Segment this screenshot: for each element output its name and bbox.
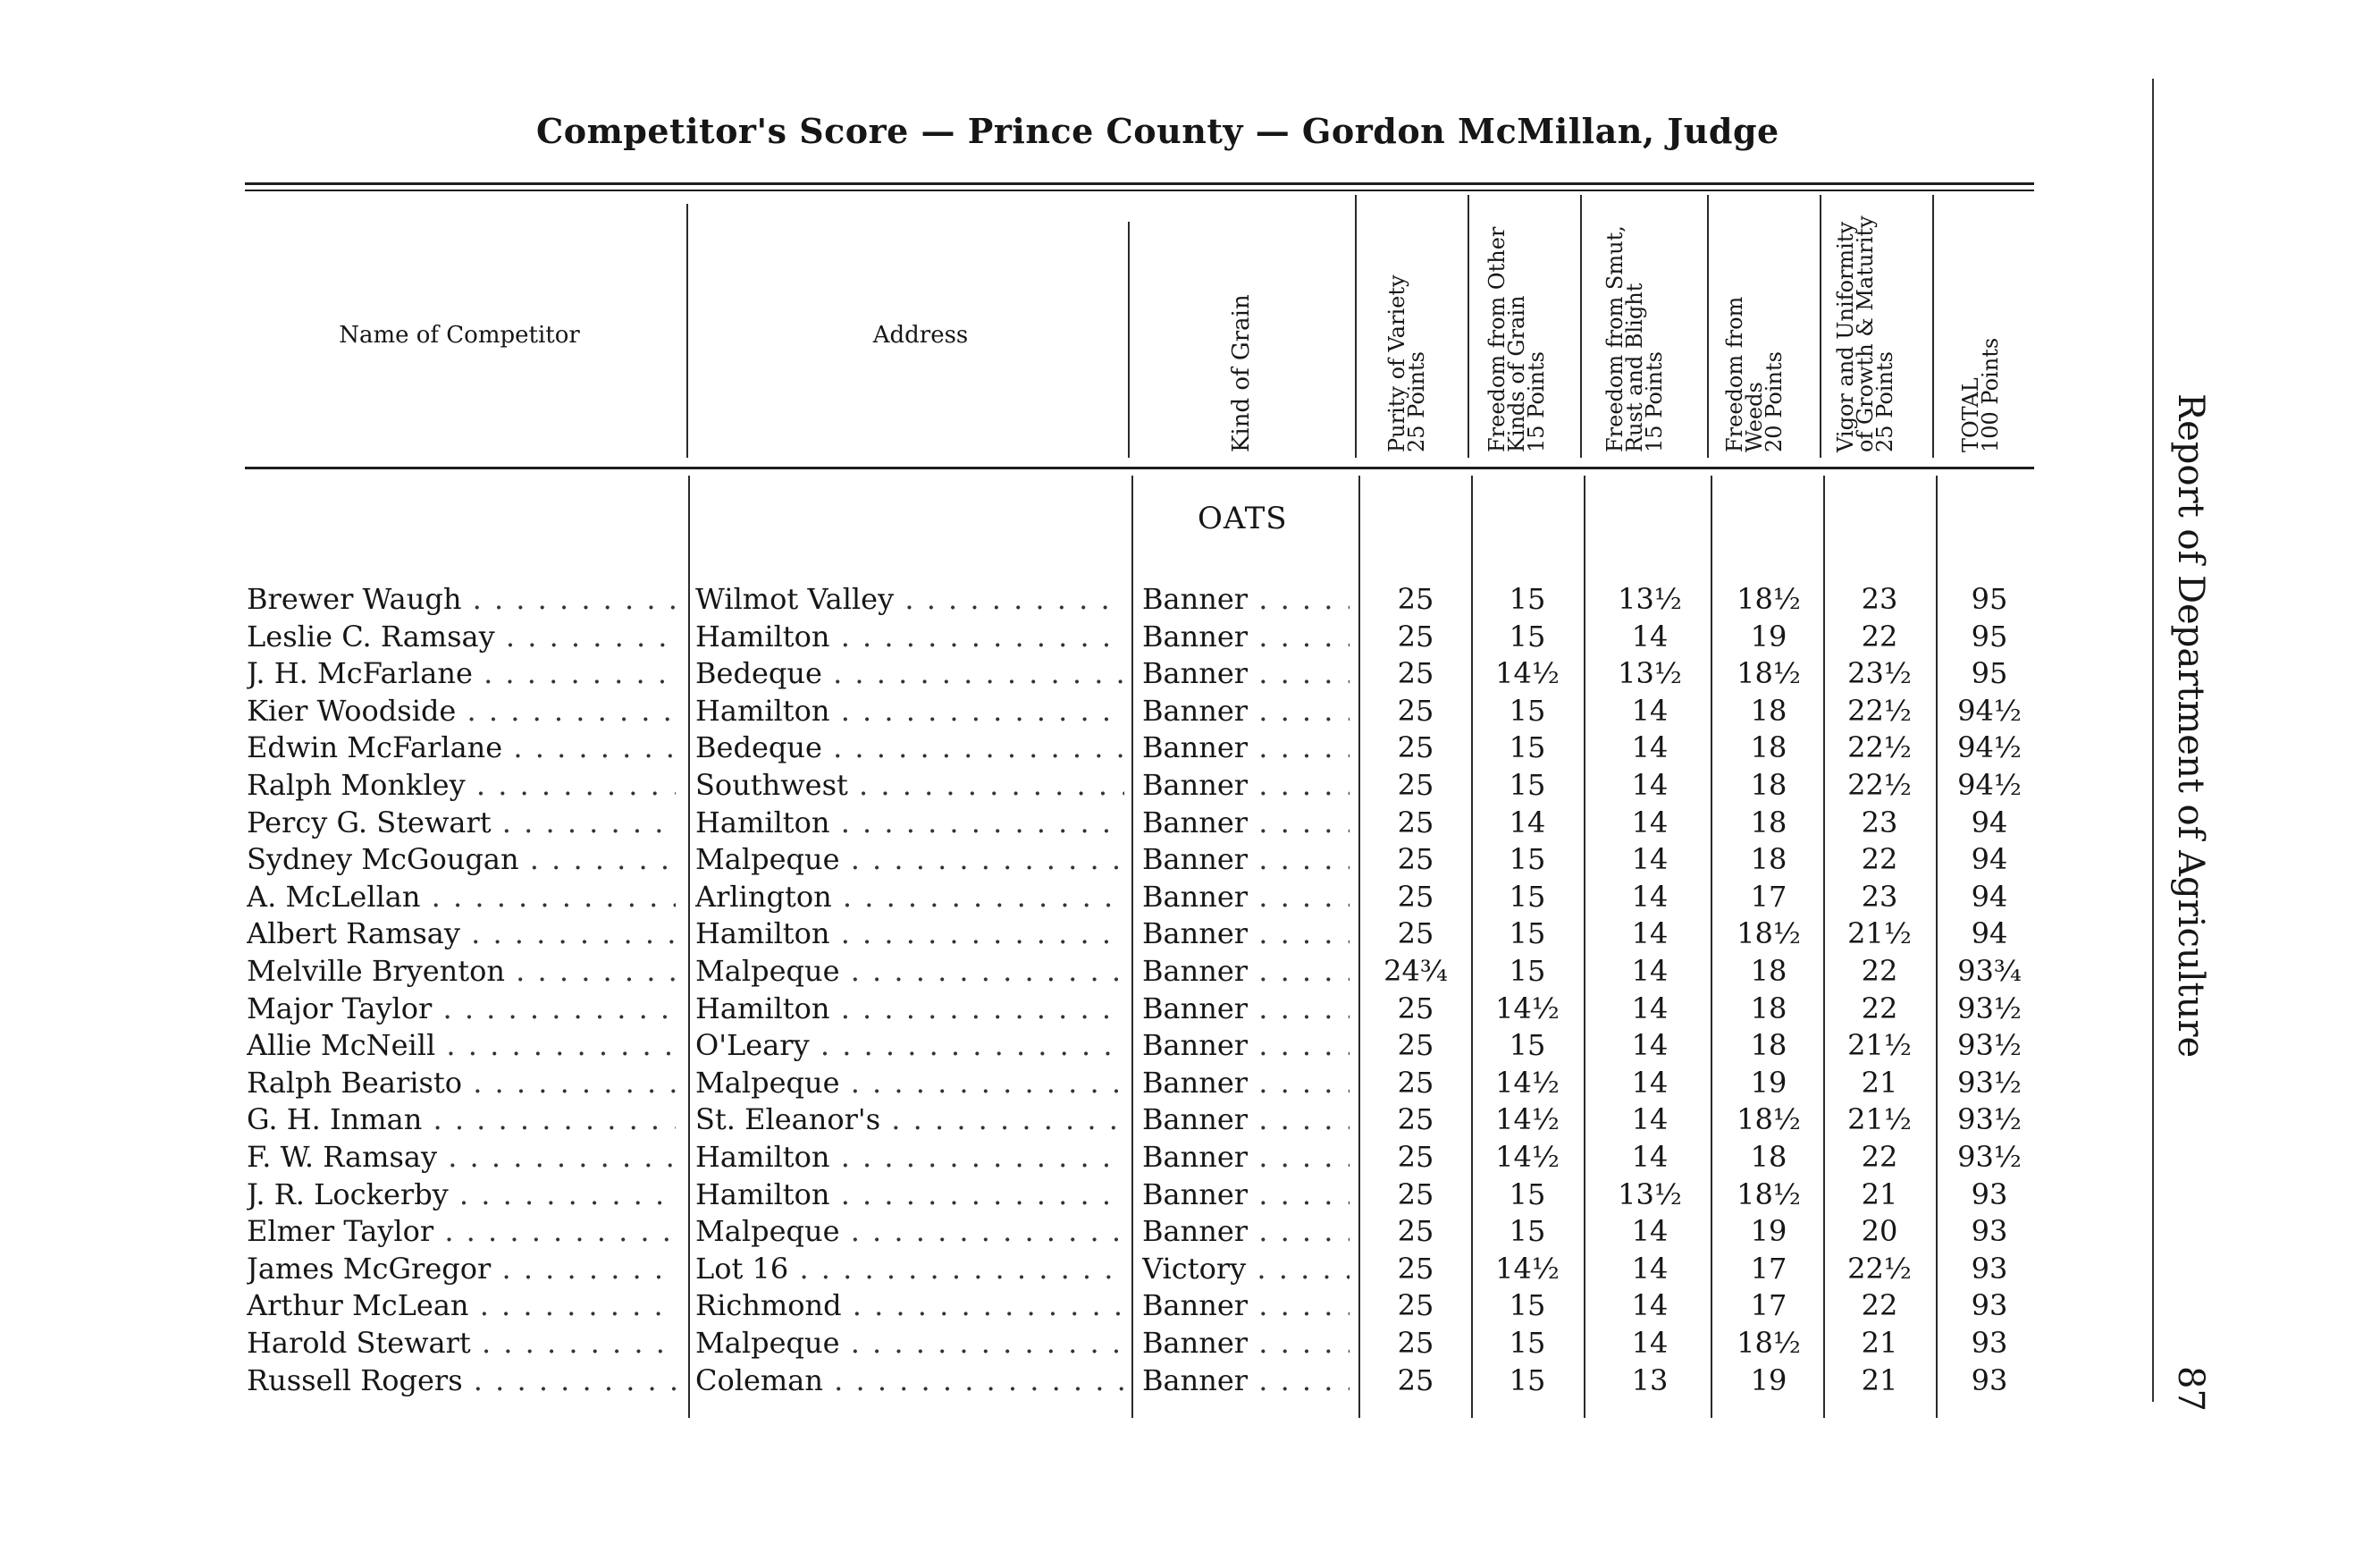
grain-kind: Banner . . .	[1142, 878, 1350, 915]
header-vigor: Vigor and Uniformity of Growth & Maturity 25 Points	[1833, 215, 1897, 452]
competitor-address: Hamilton . . .	[695, 692, 1124, 730]
competitor-address: Malpeque . . .	[695, 952, 1124, 990]
table-row	[0, 1362, 2380, 1399]
table-row	[0, 1250, 2380, 1287]
competitor-name: Russell Rogers . . .	[247, 1362, 676, 1399]
smut-score: 14	[1631, 1028, 1669, 1062]
total-score: 93	[1971, 1326, 2008, 1360]
total-score: 93½	[1957, 1066, 2022, 1100]
smut-score: 14	[1631, 916, 1669, 950]
header-divider	[1707, 195, 1709, 458]
grain-kind: Banner . . .	[1142, 915, 1350, 952]
grain-kind: Banner . . .	[1142, 1101, 1350, 1138]
purity-score: 25	[1397, 656, 1434, 690]
vigor-score: 22½	[1847, 768, 1912, 802]
competitor-address: Wilmot Valley . . .	[695, 580, 1124, 618]
total-score: 93½	[1957, 1102, 2022, 1136]
grain-kind: Banner . . .	[1142, 766, 1350, 804]
smut-score: 13½	[1618, 656, 1682, 690]
table-row	[0, 1324, 2380, 1362]
competitor-address: Bedeque . . .	[695, 729, 1124, 766]
smut-score: 14	[1631, 768, 1669, 802]
header-smut: Freedom from Smut, Rust and Blight 15 Points	[1602, 225, 1667, 452]
competitor-address: Hamilton . . .	[695, 804, 1124, 841]
purity-score: 25	[1397, 842, 1434, 876]
vigor-score: 21½	[1847, 1102, 1912, 1136]
other-grain-score: 15	[1509, 1288, 1546, 1322]
weeds-score: 17	[1750, 1252, 1787, 1286]
weeds-score: 18½	[1737, 916, 1801, 950]
weeds-score: 18	[1750, 1028, 1787, 1062]
purity-score: 25	[1397, 694, 1434, 728]
weeds-score: 18	[1750, 842, 1787, 876]
competitor-name: Sydney McGougan . . .	[247, 840, 676, 878]
competitor-name: Arthur McLean . . .	[247, 1286, 676, 1324]
total-score: 93	[1971, 1177, 2008, 1211]
purity-score: 25	[1397, 1066, 1434, 1100]
header-divider	[1355, 195, 1357, 458]
other-grain-score: 15	[1509, 1177, 1546, 1211]
weeds-score: 19	[1750, 1066, 1787, 1100]
competitor-address: O'Leary . . .	[695, 1026, 1124, 1064]
smut-score: 14	[1631, 1140, 1669, 1174]
smut-score: 14	[1631, 1214, 1669, 1248]
competitor-address: Arlington . . .	[695, 878, 1124, 915]
weeds-score: 18	[1750, 730, 1787, 764]
table-row	[0, 1026, 2380, 1064]
weeds-score: 17	[1750, 880, 1787, 914]
grain-kind: Banner . . .	[1142, 952, 1350, 990]
competitor-name: Elmer Taylor . . .	[247, 1212, 676, 1250]
header-weeds: Freedom from Weeds 20 Points	[1722, 296, 1787, 452]
purity-score: 25	[1397, 991, 1434, 1025]
purity-score: 25	[1397, 1252, 1434, 1286]
vigor-score: 21	[1861, 1363, 1898, 1397]
smut-score: 13½	[1618, 582, 1682, 616]
vigor-score: 23½	[1847, 656, 1912, 690]
weeds-score: 18½	[1737, 1102, 1801, 1136]
vigor-score: 23	[1861, 806, 1898, 839]
vigor-score: 21	[1861, 1326, 1898, 1360]
vigor-score: 22	[1861, 1288, 1898, 1322]
grain-kind: Banner . . .	[1142, 618, 1350, 655]
vigor-score: 22	[1861, 620, 1898, 654]
grain-kind: Banner . . .	[1142, 692, 1350, 730]
competitor-address: Southwest . . .	[695, 766, 1124, 804]
header-divider	[1468, 195, 1469, 458]
vigor-score: 21½	[1847, 916, 1912, 950]
total-score: 93½	[1957, 1028, 2022, 1062]
competitor-address: St. Eleanor's . . .	[695, 1101, 1124, 1138]
vigor-score: 22½	[1847, 694, 1912, 728]
weeds-score: 18	[1750, 954, 1787, 988]
table-row	[0, 1064, 2380, 1101]
competitor-name: Ralph Monkley . . .	[247, 766, 676, 804]
table-row	[0, 840, 2380, 878]
vigor-score: 21	[1861, 1066, 1898, 1100]
competitor-address: Hamilton . . .	[695, 1176, 1124, 1213]
running-head: Report of Department of Agriculture	[2170, 393, 2211, 1059]
grain-kind: Banner . . .	[1142, 1212, 1350, 1250]
total-score: 95	[1971, 620, 2008, 654]
other-grain-score: 14	[1509, 806, 1546, 839]
total-score: 94½	[1957, 694, 2022, 728]
competitor-name: Ralph Bearisto . . .	[247, 1064, 676, 1101]
header-kind: Kind of Grain	[1228, 294, 1255, 452]
table-row	[0, 1286, 2380, 1324]
header-address: Address	[872, 322, 969, 349]
competitor-address: Hamilton . . .	[695, 618, 1124, 655]
smut-score: 13½	[1618, 1177, 1682, 1211]
other-grain-score: 14½	[1495, 1252, 1560, 1286]
other-grain-score: 15	[1509, 1214, 1546, 1248]
weeds-score: 18½	[1737, 1177, 1801, 1211]
grain-kind: Banner . . .	[1142, 804, 1350, 841]
total-score: 93½	[1957, 1140, 2022, 1174]
other-grain-score: 15	[1509, 1326, 1546, 1360]
competitor-name: Percy G. Stewart . . .	[247, 804, 676, 841]
header-divider	[1128, 222, 1130, 458]
total-score: 94½	[1957, 768, 2022, 802]
total-score: 95	[1971, 582, 2008, 616]
other-grain-score: 15	[1509, 620, 1546, 654]
other-grain-score: 15	[1509, 768, 1546, 802]
smut-score: 14	[1631, 1326, 1669, 1360]
other-grain-score: 15	[1509, 954, 1546, 988]
competitor-name: Brewer Waugh . . .	[247, 580, 676, 618]
weeds-score: 18	[1750, 1140, 1787, 1174]
smut-score: 14	[1631, 1252, 1669, 1286]
page-title: Competitor's Score — Prince County — Gordon McMillan, Judge	[536, 111, 1779, 151]
table-row	[0, 654, 2380, 692]
table-row	[0, 952, 2380, 990]
purity-score: 25	[1397, 620, 1434, 654]
weeds-score: 18½	[1737, 582, 1801, 616]
section-label: OATS	[1198, 501, 1288, 536]
total-score: 94	[1971, 842, 2008, 876]
purity-score: 25	[1397, 1102, 1434, 1136]
total-score: 93	[1971, 1363, 2008, 1397]
header-total: TOTAL 100 Points	[1958, 337, 2003, 452]
vigor-score: 22½	[1847, 730, 1912, 764]
other-grain-score: 15	[1509, 730, 1546, 764]
competitor-name: Leslie C. Ramsay . . .	[247, 618, 676, 655]
grain-kind: Banner . . .	[1142, 1286, 1350, 1324]
purity-score: 25	[1397, 880, 1434, 914]
competitor-name: A. McLellan . . .	[247, 878, 676, 915]
grain-kind: Banner . . .	[1142, 654, 1350, 692]
weeds-score: 18	[1750, 991, 1787, 1025]
vigor-score: 22	[1861, 991, 1898, 1025]
vigor-score: 23	[1861, 880, 1898, 914]
grain-kind: Banner . . .	[1142, 1324, 1350, 1362]
grain-kind: Banner . . .	[1142, 729, 1350, 766]
table-row	[0, 729, 2380, 766]
grain-kind: Banner . . .	[1142, 580, 1350, 618]
total-score: 94	[1971, 806, 2008, 839]
purity-score: 25	[1397, 1363, 1434, 1397]
grain-kind: Banner . . .	[1142, 1026, 1350, 1064]
weeds-score: 18	[1750, 768, 1787, 802]
other-grain-score: 15	[1509, 694, 1546, 728]
weeds-score: 18	[1750, 806, 1787, 839]
smut-score: 14	[1631, 620, 1669, 654]
competitor-name: Harold Stewart . . .	[247, 1324, 676, 1362]
competitor-name: Major Taylor . . .	[247, 990, 676, 1027]
total-score: 93	[1971, 1288, 2008, 1322]
header-purity: Purity of Variety 25 Points	[1384, 274, 1429, 452]
vigor-score: 21½	[1847, 1028, 1912, 1062]
competitor-address: Lot 16 . . .	[695, 1250, 1124, 1287]
competitor-address: Hamilton . . .	[695, 990, 1124, 1027]
page-number: 87	[2170, 1366, 2211, 1412]
weeds-score: 18½	[1737, 1326, 1801, 1360]
table-row	[0, 878, 2380, 915]
weeds-score: 19	[1750, 620, 1787, 654]
total-score: 95	[1971, 656, 2008, 690]
smut-score: 14	[1631, 1102, 1669, 1136]
vigor-score: 23	[1861, 582, 1898, 616]
smut-score: 14	[1631, 1288, 1669, 1322]
purity-score: 25	[1397, 582, 1434, 616]
other-grain-score: 15	[1509, 916, 1546, 950]
purity-score: 25	[1397, 730, 1434, 764]
total-score: 94½	[1957, 730, 2022, 764]
competitor-address: Malpeque . . .	[695, 1212, 1124, 1250]
other-grain-score: 14½	[1495, 1066, 1560, 1100]
header-divider	[686, 204, 688, 458]
table-row	[0, 804, 2380, 841]
header-divider	[1580, 195, 1582, 458]
purity-score: 25	[1397, 916, 1434, 950]
total-score: 94	[1971, 880, 2008, 914]
vigor-score: 22	[1861, 954, 1898, 988]
competitor-name: J. R. Lockerby . . .	[247, 1176, 676, 1213]
competitor-name: Albert Ramsay . . .	[247, 915, 676, 952]
table-row	[0, 1212, 2380, 1250]
smut-score: 14	[1631, 991, 1669, 1025]
purity-score: 25	[1397, 1288, 1434, 1322]
smut-score: 13	[1631, 1363, 1669, 1397]
purity-score: 25	[1397, 1326, 1434, 1360]
purity-score: 25	[1397, 806, 1434, 839]
header-divider	[1820, 195, 1821, 458]
weeds-score: 19	[1750, 1214, 1787, 1248]
header-name: Name of Competitor	[339, 322, 580, 349]
smut-score: 14	[1631, 806, 1669, 839]
smut-score: 14	[1631, 730, 1669, 764]
table-row	[0, 580, 2380, 618]
grain-kind: Banner . . .	[1142, 1138, 1350, 1176]
grain-kind: Banner . . .	[1142, 1064, 1350, 1101]
competitor-name: Allie McNeill . . .	[247, 1026, 676, 1064]
header-divider	[1932, 195, 1934, 458]
header-other: Freedom from Other Kinds of Grain 15 Points	[1484, 226, 1549, 452]
purity-score: 25	[1397, 1214, 1434, 1248]
competitor-address: Hamilton . . .	[695, 1138, 1124, 1176]
other-grain-score: 14½	[1495, 991, 1560, 1025]
vigor-score: 22	[1861, 842, 1898, 876]
other-grain-score: 14½	[1495, 1102, 1560, 1136]
other-grain-score: 15	[1509, 880, 1546, 914]
vigor-score: 21	[1861, 1177, 1898, 1211]
weeds-score: 18½	[1737, 656, 1801, 690]
vigor-score: 20	[1861, 1214, 1898, 1248]
competitor-address: Richmond . . .	[695, 1286, 1124, 1324]
competitor-address: Hamilton . . .	[695, 915, 1124, 952]
weeds-score: 17	[1750, 1288, 1787, 1322]
table-row	[0, 1138, 2380, 1176]
competitor-name: Kier Woodside . . .	[247, 692, 676, 730]
total-score: 94	[1971, 916, 2008, 950]
smut-score: 14	[1631, 880, 1669, 914]
purity-score: 25	[1397, 1140, 1434, 1174]
weeds-score: 18	[1750, 694, 1787, 728]
grain-kind: Victory . . .	[1142, 1250, 1350, 1287]
other-grain-score: 15	[1509, 1028, 1546, 1062]
other-grain-score: 15	[1509, 582, 1546, 616]
total-score: 93	[1971, 1252, 2008, 1286]
competitor-address: Bedeque . . .	[695, 654, 1124, 692]
header-rule	[245, 467, 2034, 469]
top-rule-thick	[245, 182, 2034, 185]
smut-score: 14	[1631, 954, 1669, 988]
purity-score: 24¾	[1383, 954, 1448, 988]
competitor-name: James McGregor . . .	[247, 1250, 676, 1287]
grain-kind: Banner . . .	[1142, 1176, 1350, 1213]
grain-kind: Banner . . .	[1142, 840, 1350, 878]
table-row	[0, 1101, 2380, 1138]
vigor-score: 22	[1861, 1140, 1898, 1174]
competitor-address: Coleman . . .	[695, 1362, 1124, 1399]
competitor-name: F. W. Ramsay . . .	[247, 1138, 676, 1176]
total-score: 93¾	[1957, 954, 2022, 988]
margin-rule	[2152, 79, 2154, 1402]
purity-score: 25	[1397, 1028, 1434, 1062]
table-row	[0, 692, 2380, 730]
other-grain-score: 14½	[1495, 1140, 1560, 1174]
other-grain-score: 14½	[1495, 656, 1560, 690]
smut-score: 14	[1631, 1066, 1669, 1100]
top-rule-thin	[245, 190, 2034, 191]
total-score: 93	[1971, 1214, 2008, 1248]
weeds-score: 19	[1750, 1363, 1787, 1397]
grain-kind: Banner . . .	[1142, 990, 1350, 1027]
table-row	[0, 618, 2380, 655]
competitor-name: J. H. McFarlane . . .	[247, 654, 676, 692]
smut-score: 14	[1631, 694, 1669, 728]
table-row	[0, 915, 2380, 952]
purity-score: 25	[1397, 1177, 1434, 1211]
smut-score: 14	[1631, 842, 1669, 876]
other-grain-score: 15	[1509, 1363, 1546, 1397]
table-row	[0, 766, 2380, 804]
competitor-name: G. H. Inman . . .	[247, 1101, 676, 1138]
competitor-name: Melville Bryenton . . .	[247, 952, 676, 990]
competitor-address: Malpeque . . .	[695, 840, 1124, 878]
grain-kind: Banner . . .	[1142, 1362, 1350, 1399]
competitor-address: Malpeque . . .	[695, 1064, 1124, 1101]
table-row	[0, 1176, 2380, 1213]
other-grain-score: 15	[1509, 842, 1546, 876]
purity-score: 25	[1397, 768, 1434, 802]
competitor-name: Edwin McFarlane . . .	[247, 729, 676, 766]
vigor-score: 22½	[1847, 1252, 1912, 1286]
total-score: 93½	[1957, 991, 2022, 1025]
competitor-address: Malpeque . . .	[695, 1324, 1124, 1362]
table-row	[0, 990, 2380, 1027]
